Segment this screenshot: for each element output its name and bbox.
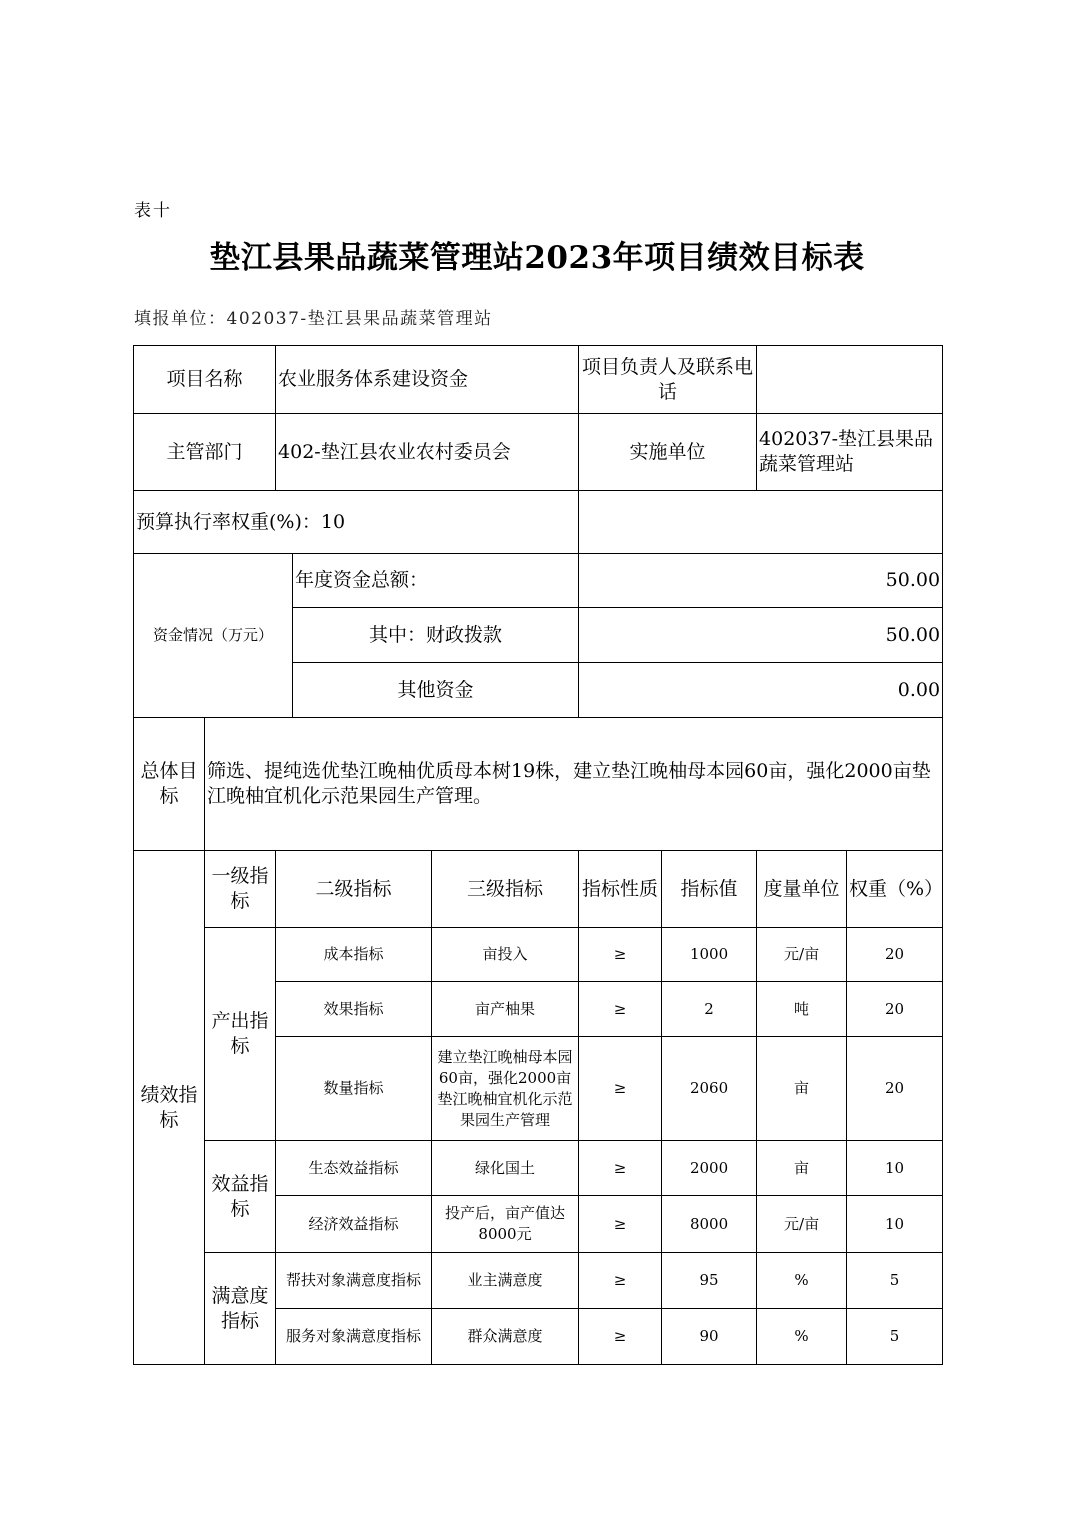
row-operator: ≥ xyxy=(579,1309,662,1365)
overall-goal-label: 总体目标 xyxy=(134,718,205,851)
reporting-unit xyxy=(134,304,493,329)
row-value: 1000 xyxy=(662,928,757,982)
performance-indicators-label: 绩效指标 xyxy=(134,851,205,1365)
row-operator: ≥ xyxy=(579,928,662,982)
table-row xyxy=(134,928,943,982)
row-unit: % xyxy=(757,1309,847,1365)
project-name-value: 农业服务体系建设资金 xyxy=(276,346,579,414)
header-unit: 度量单位 xyxy=(757,851,847,928)
row-level2: 效果指标 xyxy=(276,982,432,1037)
performance-target-table xyxy=(133,345,943,1365)
header-value: 指标值 xyxy=(662,851,757,928)
reporting-unit-label: 填报单位： xyxy=(134,309,227,329)
budget-execution-blank xyxy=(579,491,943,554)
row-level3: 群众满意度 xyxy=(432,1309,579,1365)
row-operator: ≥ xyxy=(579,1196,662,1253)
row-value: 2060 xyxy=(662,1037,757,1141)
budget-execution-weight: 预算执行率权重(%)：10 xyxy=(134,491,579,554)
annual-total-value: 50.00 xyxy=(579,554,943,608)
table-row xyxy=(134,1253,943,1309)
table-row xyxy=(134,1141,943,1196)
header-nature: 指标性质 xyxy=(579,851,662,928)
table-number: 表十 xyxy=(134,201,172,221)
implementing-unit-value: 402037-垫江县果品蔬菜管理站 xyxy=(757,414,943,491)
row-weight: 10 xyxy=(847,1141,943,1196)
header-level2: 二级指标 xyxy=(276,851,432,928)
header-weight: 权重（%） xyxy=(847,851,943,928)
page-title: 垫江县果品蔬菜管理站2023年项目绩效目标表 xyxy=(209,240,865,276)
row-value: 8000 xyxy=(662,1196,757,1253)
row-level3: 业主满意度 xyxy=(432,1253,579,1309)
row-level2: 经济效益指标 xyxy=(276,1196,432,1253)
fiscal-allocation-label: 其中：财政拨款 xyxy=(293,608,579,663)
row-level2: 服务对象满意度指标 xyxy=(276,1309,432,1365)
row-unit: 亩 xyxy=(757,1141,847,1196)
project-owner-value xyxy=(757,346,943,414)
row-unit: 亩 xyxy=(757,1037,847,1141)
row-operator: ≥ xyxy=(579,982,662,1037)
row-weight: 20 xyxy=(847,928,943,982)
row-operator: ≥ xyxy=(579,1141,662,1196)
row-level3: 绿化国土 xyxy=(432,1141,579,1196)
row-unit: 元/亩 xyxy=(757,928,847,982)
row-weight: 20 xyxy=(847,1037,943,1141)
other-funds-label: 其他资金 xyxy=(293,663,579,718)
row-operator: ≥ xyxy=(579,1037,662,1141)
row-weight: 10 xyxy=(847,1196,943,1253)
reporting-unit-value: 402037-垫江县果品蔬菜管理站 xyxy=(226,309,493,329)
header-level3: 三级指标 xyxy=(432,851,579,928)
group-output: 产出指标 xyxy=(205,928,276,1141)
department-value: 402-垫江县农业农村委员会 xyxy=(276,414,579,491)
row-level3: 亩投入 xyxy=(432,928,579,982)
row-level2: 数量指标 xyxy=(276,1037,432,1141)
row-level2: 生态效益指标 xyxy=(276,1141,432,1196)
implementing-unit-label: 实施单位 xyxy=(579,414,757,491)
row-weight: 5 xyxy=(847,1309,943,1365)
row-level3: 建立垫江晚柚母本园60亩，强化2000亩垫江晚柚宜机化示范果园生产管理 xyxy=(432,1037,579,1141)
row-weight: 5 xyxy=(847,1253,943,1309)
row-level2: 成本指标 xyxy=(276,928,432,982)
row-value: 95 xyxy=(662,1253,757,1309)
group-satisfaction: 满意度指标 xyxy=(205,1253,276,1365)
row-unit: 元/亩 xyxy=(757,1196,847,1253)
header-level1: 一级指标 xyxy=(205,851,276,928)
group-benefit: 效益指标 xyxy=(205,1141,276,1253)
project-name-label: 项目名称 xyxy=(134,346,276,414)
row-level3: 投产后，亩产值达8000元 xyxy=(432,1196,579,1253)
row-level3: 亩产柚果 xyxy=(432,982,579,1037)
project-owner-label: 项目负责人及联系电话 xyxy=(579,346,757,414)
row-level2: 帮扶对象满意度指标 xyxy=(276,1253,432,1309)
row-value: 2000 xyxy=(662,1141,757,1196)
row-weight: 20 xyxy=(847,982,943,1037)
row-value: 2 xyxy=(662,982,757,1037)
annual-total-label: 年度资金总额： xyxy=(293,554,579,608)
row-value: 90 xyxy=(662,1309,757,1365)
fiscal-allocation-value: 50.00 xyxy=(579,608,943,663)
department-label: 主管部门 xyxy=(134,414,276,491)
row-unit: 吨 xyxy=(757,982,847,1037)
overall-goal-text: 筛选、提纯选优垫江晚柚优质母本树19株，建立垫江晚柚母本园60亩，强化2000亩垫江晚柚宜机化示范果园生产管理。 xyxy=(205,718,943,851)
row-unit: % xyxy=(757,1253,847,1309)
row-operator: ≥ xyxy=(579,1253,662,1309)
other-funds-value: 0.00 xyxy=(579,663,943,718)
funds-label: 资金情况（万元） xyxy=(134,554,293,718)
